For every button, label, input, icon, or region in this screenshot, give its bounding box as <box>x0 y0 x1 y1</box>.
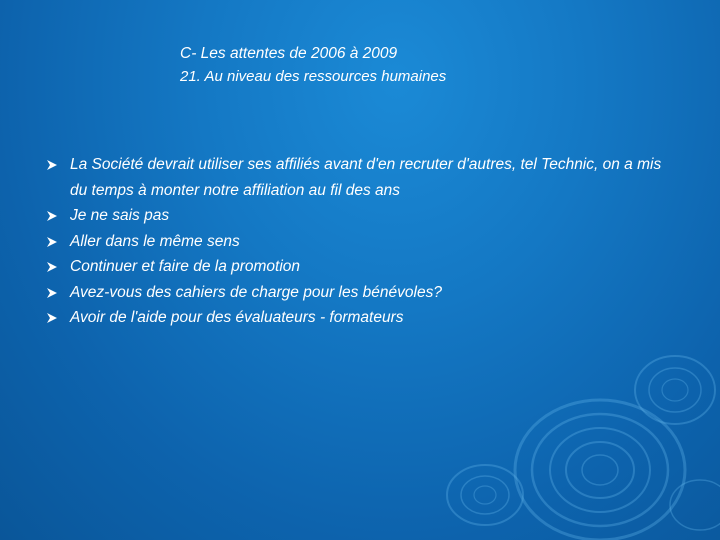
list-item-text: Je ne sais pas <box>70 207 170 224</box>
arrowhead-bullet-icon <box>46 210 58 222</box>
title-block <box>180 42 640 88</box>
list-item-text: Avez-vous des cahiers de charge pour les bénévoles? <box>70 283 442 301</box>
list-item <box>46 203 676 229</box>
arrowhead-bullet-icon <box>46 236 58 248</box>
list-item <box>46 280 676 306</box>
list-item-text: La Société devrait utiliser ses affiliés avant d'en recruter d'autres, tel Technic, on a mis du temps à monter notre affiliation au fil des ans <box>70 156 662 199</box>
list-item <box>46 229 676 255</box>
arrowhead-bullet-icon <box>46 287 58 299</box>
list-item-text: Aller dans le même sens <box>70 232 240 250</box>
list-item <box>46 254 676 280</box>
list-item-text: Continuer et faire de la promotion <box>70 258 301 275</box>
list-item <box>46 152 676 203</box>
arrowhead-bullet-icon <box>46 261 58 273</box>
arrowhead-bullet-icon <box>46 159 58 171</box>
bullet-list <box>46 152 676 331</box>
arrowhead-bullet-icon <box>46 312 58 324</box>
list-item-text: Avoir de l'aide pour des évaluateurs - formateurs <box>70 309 404 326</box>
slide-title: C- Les attentes de 2006 à 2009 <box>180 45 398 62</box>
slide-subtitle: 21. Au niveau des ressources humaines <box>180 68 447 85</box>
list-item <box>46 305 676 331</box>
